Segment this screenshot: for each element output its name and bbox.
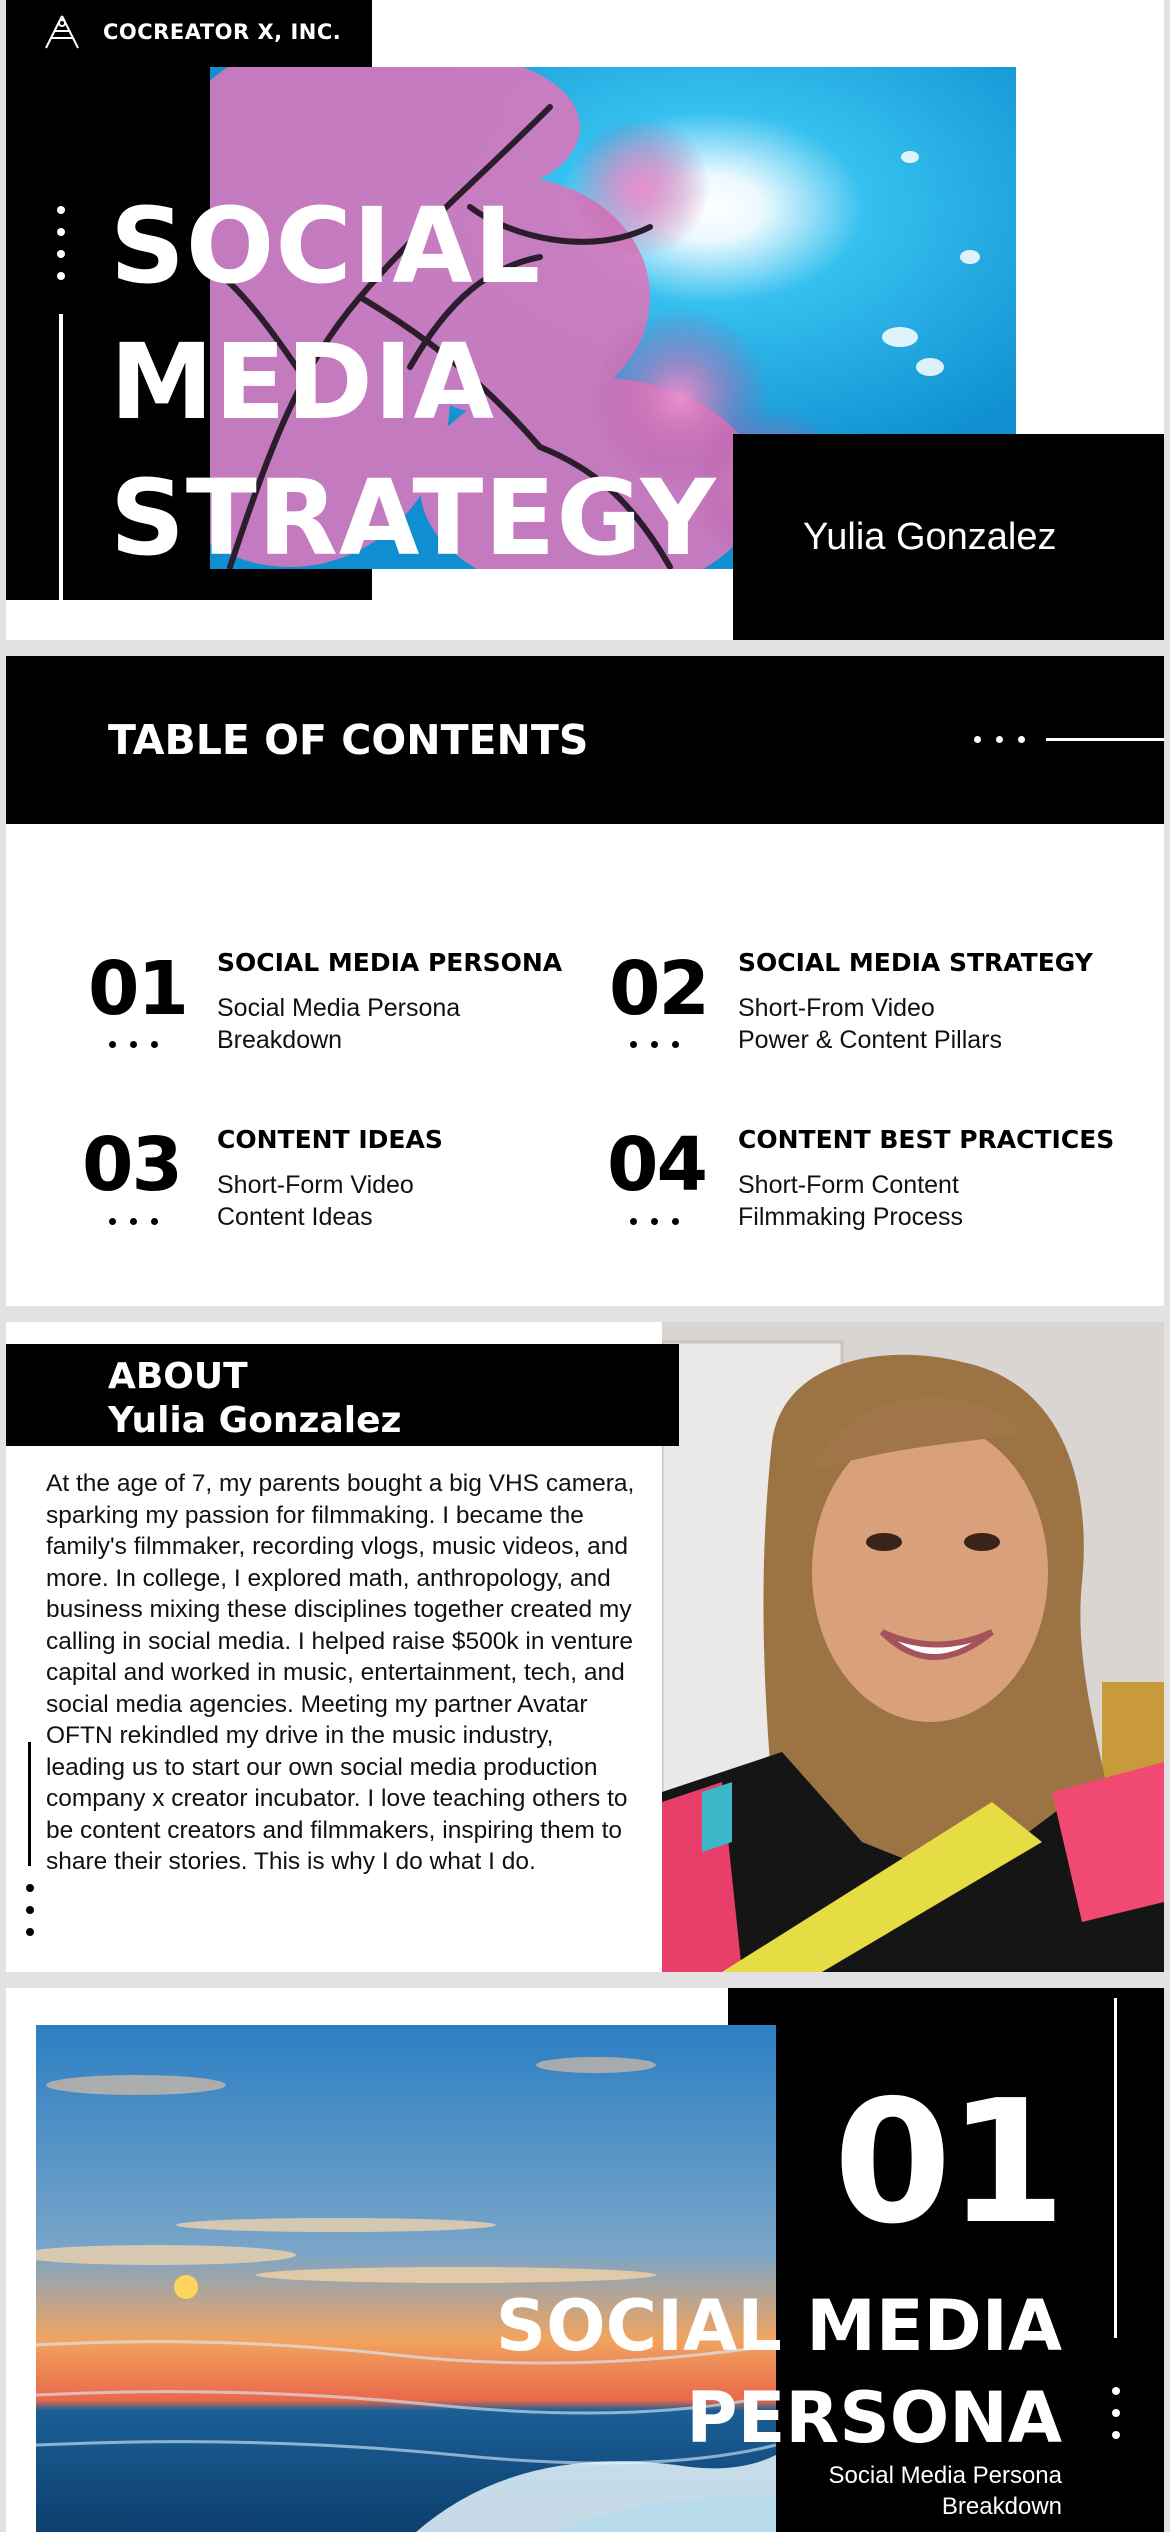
toc-item-02[interactable] [585, 656, 1164, 1306]
section-subtitle [829, 2460, 1062, 2522]
cover-title [110, 178, 717, 586]
toc-item-number: 02 [609, 946, 708, 1032]
section-title-line: SOCIAL MEDIA [495, 2285, 1062, 2367]
cover-dot [57, 206, 65, 214]
toc-heading: TABLE OF CONTENTS [108, 716, 589, 764]
about-dot [26, 1884, 34, 1892]
toc-slide [6, 656, 1164, 1306]
section-subtitle-line: Social Media Persona [828, 2462, 1062, 2489]
toc-item-number: 01 [88, 946, 187, 1032]
toc-dot [630, 1041, 637, 1048]
section-dot [1112, 2409, 1120, 2417]
toc-dot [672, 1041, 679, 1048]
company-name: COCREATOR X, INC. [103, 20, 342, 44]
section-title [496, 2280, 1062, 2464]
section-slide [6, 1988, 1164, 2532]
cover-divider-line [59, 314, 63, 600]
about-slide [6, 1322, 1164, 1972]
about-side-line [28, 1742, 31, 1866]
toc-item-title: CONTENT IDEAS [217, 1125, 443, 1154]
about-bio: At the age of 7, my parents bought a big VHS camera, sparking my passion for filmmaking. I became the family's filmmaker, recording vlogs, music videos, and more. In college, I explored math, anthropology, and business mixing these disciplines together created my calling in social media. I helped raise $500k in venture capital and worked in music, entertainment, tech, and social media agencies. Meeting my partner Avatar OFTN rekindled my drive in the music industry, leading us to start our own social media production company x creator incubator. I love teaching others to be content creators and filmmakers, inspiring them to share their stories. This is why I do what I do. [46, 1470, 635, 1875]
cover-title-line: MEDIA [110, 321, 496, 443]
toc-dot [109, 1041, 116, 1048]
cover-dot [57, 272, 65, 280]
toc-item-subtitle [217, 992, 460, 1056]
about-dot [26, 1928, 34, 1936]
toc-item-subtitle [738, 992, 1002, 1056]
toc-item-subtitle-line: Social Media Persona [217, 994, 461, 1022]
cover-slide [6, 0, 1164, 640]
cover-dot [57, 250, 65, 258]
company-logo [42, 14, 82, 50]
toc-dot [151, 1041, 158, 1048]
toc-item-title: SOCIAL MEDIA STRATEGY [738, 948, 1093, 977]
author-name: Yulia Gonzalez [803, 516, 1057, 558]
section-title-line: PERSONA [686, 2377, 1062, 2459]
toc-item-subtitle-line: Short-From Video [738, 994, 935, 1022]
toc-item-number: 04 [607, 1122, 706, 1208]
toc-dot [130, 1041, 137, 1048]
section-dot [1112, 2387, 1120, 2395]
toc-item-subtitle-line: Filmmaking Process [738, 1203, 964, 1231]
portrait-image [662, 1322, 1164, 1972]
author-box [733, 434, 1164, 640]
about-name: Yulia Gonzalez [108, 1400, 402, 1441]
about-label: ABOUT [108, 1356, 248, 1397]
about-dot [26, 1906, 34, 1914]
toc-item-subtitle-line: Content Ideas [217, 1203, 373, 1231]
toc-item-subtitle-line: Short-Form Content [738, 1171, 959, 1199]
cover-dot [57, 228, 65, 236]
toc-item-number: 03 [82, 1122, 181, 1208]
tower-icon [42, 14, 82, 50]
section-number: 01 [833, 2064, 1062, 2262]
section-dot [1112, 2431, 1120, 2439]
toc-item-subtitle-line: Breakdown [217, 1026, 343, 1054]
about-header [6, 1344, 679, 1446]
toc-item-subtitle-line: Power & Content Pillars [738, 1026, 1003, 1054]
portrait-photo [662, 1322, 1164, 1972]
cover-title-line: STRATEGY [110, 457, 717, 579]
toc-item-title: SOCIAL MEDIA PERSONA [217, 948, 563, 977]
cover-title-line: SOCIAL [110, 185, 542, 307]
toc-item-01[interactable] [6, 656, 585, 1306]
toc-item-title: CONTENT BEST PRACTICES [738, 1125, 1115, 1154]
toc-item-subtitle-line: Short-Form Video [217, 1171, 414, 1199]
toc-dot [651, 1041, 658, 1048]
section-subtitle-line: Breakdown [941, 2493, 1062, 2520]
section-divider-line [1114, 1998, 1117, 2338]
